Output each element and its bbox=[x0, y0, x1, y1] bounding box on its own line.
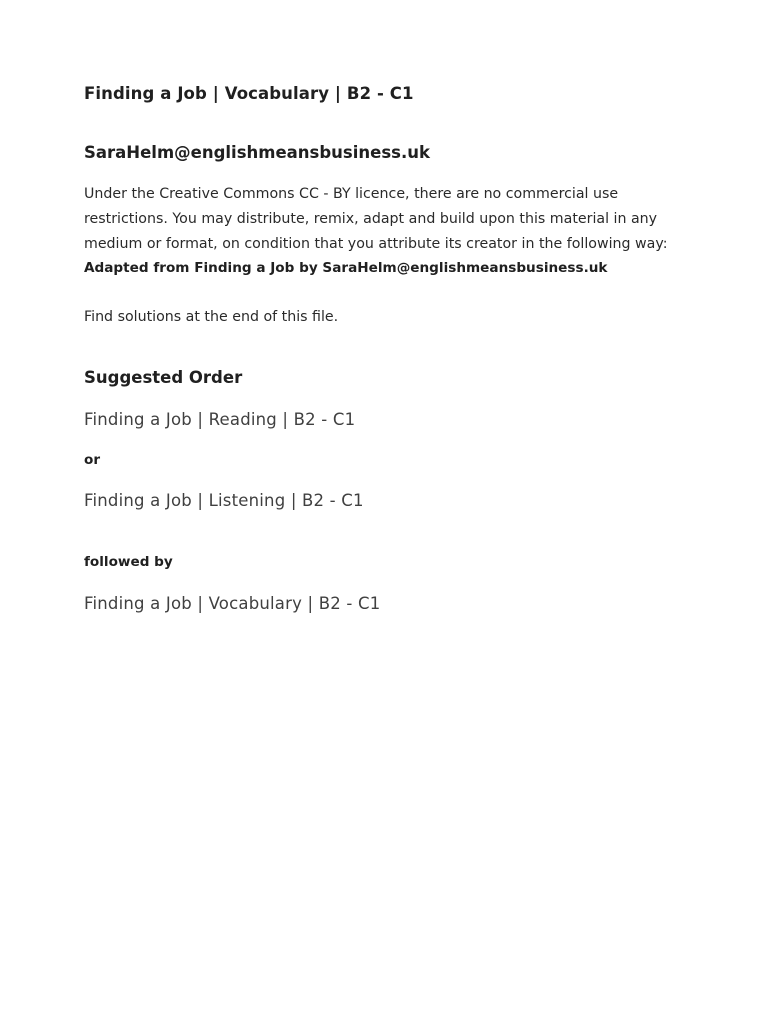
order-connector-followed-by: followed by bbox=[84, 554, 173, 570]
order-item-reading: Finding a Job | Reading | B2 - C1 bbox=[84, 410, 356, 429]
licence-paragraph bbox=[84, 182, 674, 257]
order-item-listening: Finding a Job | Listening | B2 - C1 bbox=[84, 491, 364, 510]
attribution-text: Adapted from Finding a Job by SaraHelm@englishmeansbusiness.uk bbox=[84, 260, 608, 276]
author-email: SaraHelm@englishmeansbusiness.uk bbox=[84, 143, 430, 162]
solutions-note: Find solutions at the end of this file. bbox=[84, 309, 339, 325]
suggested-order-heading: Suggested Order bbox=[84, 368, 243, 387]
document-title: Finding a Job | Vocabulary | B2 - C1 bbox=[84, 84, 414, 103]
licence-line: medium or format, on condition that you attribute its creator in the following way: bbox=[84, 236, 668, 252]
licence-line: Under the Creative Commons CC - BY licence, there are no commercial use bbox=[84, 186, 619, 202]
order-connector-or: or bbox=[84, 452, 101, 468]
licence-line: restrictions. You may distribute, remix, adapt and build upon this material in any bbox=[84, 211, 658, 227]
order-item-vocabulary: Finding a Job | Vocabulary | B2 - C1 bbox=[84, 594, 381, 613]
